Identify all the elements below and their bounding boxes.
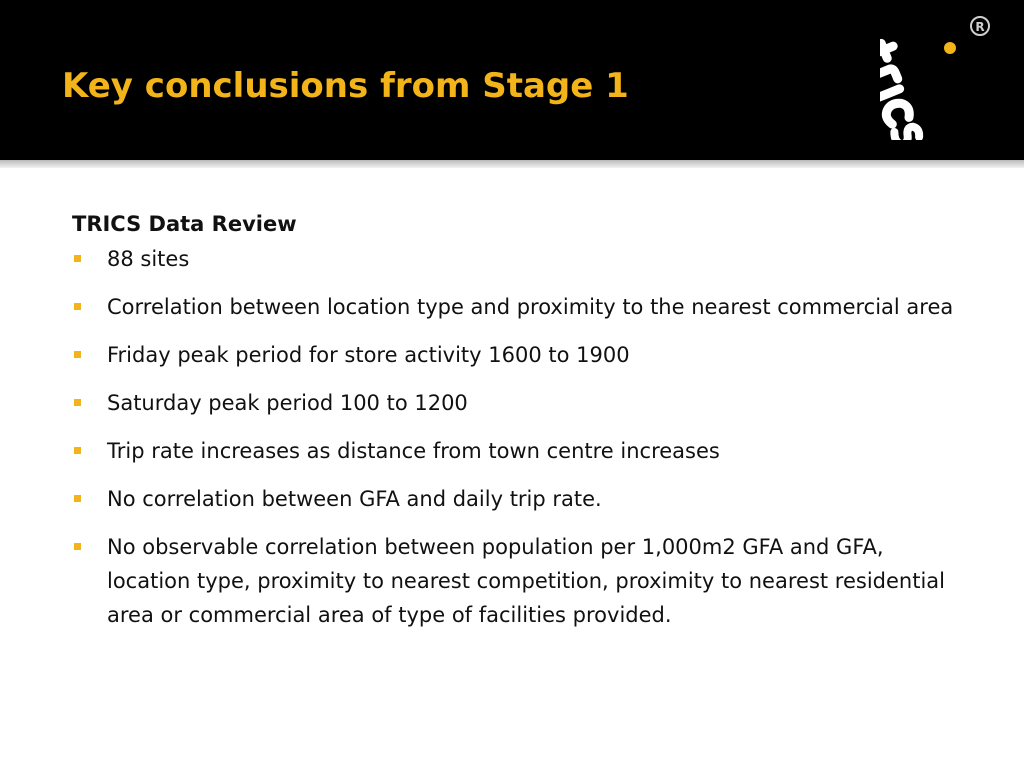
bullet-item — [72, 290, 972, 324]
content-area — [72, 212, 972, 646]
header-bar — [0, 0, 1024, 160]
bullet-item — [72, 386, 972, 420]
bullet-text: Trip rate increases as distance from town centre increases — [107, 439, 720, 463]
bullet-item — [72, 338, 972, 372]
bullet-text: Correlation between location type and proximity to the nearest commercial area — [107, 295, 954, 319]
bullet-text: Friday peak period for store activity 1600 to 1900 — [107, 343, 630, 367]
square-bullet-icon — [74, 447, 81, 454]
square-bullet-icon — [74, 495, 81, 502]
square-bullet-icon — [74, 255, 81, 262]
square-bullet-icon — [74, 303, 81, 310]
bullet-item — [72, 242, 972, 276]
bullet-text: 88 sites — [107, 247, 190, 271]
logo-dot-icon — [944, 42, 956, 54]
bullet-text: No observable correlation between population per 1,000m2 GFA and GFA, location type, proximity to nearest competition, proximity to nearest residential area or commercial area of type of facilities provided. — [107, 535, 945, 627]
bullet-item — [72, 434, 972, 468]
header-divider — [0, 160, 1024, 168]
square-bullet-icon — [74, 543, 81, 550]
bullet-item — [72, 530, 972, 632]
bullet-item — [72, 482, 972, 516]
trics-logo-graphic — [880, 10, 1000, 140]
bullet-text: Saturday peak period 100 to 1200 — [107, 391, 468, 415]
bullet-text: No correlation between GFA and daily trip rate. — [107, 487, 602, 511]
slide-title: Key conclusions from Stage 1 — [62, 66, 629, 106]
registered-mark: R — [975, 20, 985, 34]
square-bullet-icon — [74, 399, 81, 406]
trics-logo — [880, 10, 1000, 140]
section-heading: TRICS Data Review — [72, 212, 297, 236]
square-bullet-icon — [74, 351, 81, 358]
bullet-list — [72, 242, 972, 632]
